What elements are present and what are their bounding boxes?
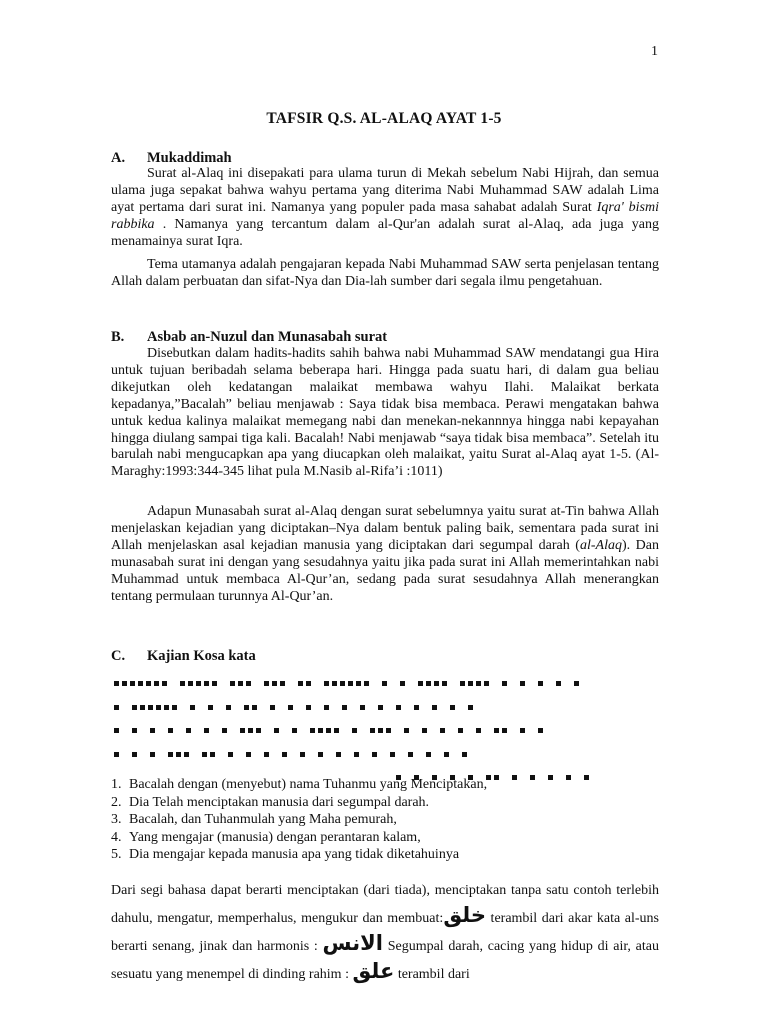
arabic-glyph-word: [418, 681, 450, 686]
arabic-glyph-word: [324, 681, 372, 686]
vocab-text-2: terambil dari akar kata al-uns berarti senang, jinak dan harmonis :: [111, 911, 659, 954]
arabic-glyph-word: [168, 728, 176, 733]
arabic-glyph-word: [282, 752, 290, 757]
vocab-text-1: Dari segi bahasa dapat berarti menciptakan (dari tiada), menciptakan tanpa satu contoh terlebih dahulu, mengatur, memperhalus, mengukur dan membuat:: [111, 883, 659, 926]
arabic-glyph-mark: [386, 728, 391, 733]
arabic-glyph-word: [244, 705, 260, 710]
arabic-glyph-mark: [306, 681, 311, 686]
arabic-glyph-mark: [140, 705, 145, 710]
arabic-glyph-mark: [422, 728, 427, 733]
arabic-glyph-mark: [372, 752, 377, 757]
arabic-glyph-word: [450, 705, 458, 710]
section-b-title: Asbab an-Nuzul dan Munasabah surat: [147, 329, 388, 345]
arabic-glyph-mark: [272, 681, 277, 686]
arabic-word-al-ins: الانس: [322, 931, 383, 955]
arabic-glyph-mark: [222, 728, 227, 733]
arabic-glyph-mark: [400, 681, 405, 686]
arabic-glyph-mark: [204, 728, 209, 733]
arabic-glyph-word: [186, 728, 194, 733]
arabic-glyph-word: [408, 752, 416, 757]
arabic-glyph-mark: [360, 705, 365, 710]
arabic-glyph-mark: [370, 728, 375, 733]
arabic-glyph-word: [168, 752, 192, 757]
arabic-glyph-mark: [138, 681, 143, 686]
arabic-glyph-word: [390, 752, 398, 757]
arabic-glyph-word: [114, 705, 122, 710]
arabic-glyph-mark: [426, 752, 431, 757]
arabic-glyph-word: [372, 752, 380, 757]
section-a-p1-italic: Iqra' bismi rabbika: [111, 199, 659, 232]
verse-meaning-number: 2.: [111, 794, 122, 810]
section-b-p1-text: Disebutkan dalam hadits-hadits sahih bahwa nabi Muhammad SAW mendatangi gua Hira untuk tujuan beribadah selama beberapa hari. Hingga pada suatu hari, di dalam gua beliau dikejutkan oleh kedatangan malaikat membawa wahyu Ilahi. Malaikat berkata kepadanya,”Bacalah” beliau menjawab : Saya tidak bisa membaca. Perawi mengatakan bahwa untuk kedua kalinya malaikat memegang nabi dan menekan-nekannnya hingga nabi kepayahan hingga diulang sampai tiga kali. Bacalah! Nabi menjawab “saya tidak bisa membaca”. Setelah itu barulah nabi mengucapkan apa yang diucapkan oleh malaikat, yaitu Surat al-Alaq ayat 1-5. (Al-Maraghy:1993:344-345 lihat pula M.Nasib al-Rifa’i :1011): [111, 346, 659, 480]
arabic-verse-line: [114, 743, 666, 767]
arabic-glyph-mark: [280, 681, 285, 686]
verse-meaning-number: 3.: [111, 812, 122, 827]
arabic-glyph-mark: [172, 705, 177, 710]
verse-meaning-item: [111, 829, 659, 847]
arabic-glyph-mark: [162, 681, 167, 686]
arabic-glyph-mark: [326, 728, 331, 733]
arabic-glyph-word: [502, 681, 510, 686]
arabic-glyph-mark: [318, 752, 323, 757]
arabic-glyph-mark: [342, 705, 347, 710]
arabic-glyph-word: [230, 681, 254, 686]
arabic-glyph-mark: [154, 681, 159, 686]
arabic-glyph-mark: [210, 752, 215, 757]
verse-meaning-number: 5.: [111, 847, 122, 862]
arabic-glyph-mark: [212, 681, 217, 686]
arabic-glyph-word: [360, 705, 368, 710]
verse-meaning-text: Yang mengajar (manusia) dengan perantaran kalam,: [129, 829, 421, 845]
arabic-glyph-mark: [434, 681, 439, 686]
arabic-glyph-mark: [460, 681, 465, 686]
arabic-glyph-word: [396, 705, 404, 710]
arabic-glyph-mark: [292, 728, 297, 733]
arabic-glyph-mark: [150, 728, 155, 733]
arabic-glyph-word: [114, 681, 170, 686]
section-a-p1-text: Surat al-Alaq ini disepakati para ulama turun di Mekah sebelum Nabi Hijrah, dan semua ulama juga sepakat bahwa wahyu pertama yang diterima Nabi Muhammad SAW adalah Lima ayat pertama dari surat ini. Namanya yang populer pada masa sahabat adalah Surat: [111, 166, 659, 215]
section-c-heading: [111, 648, 256, 665]
arabic-glyph-word: [318, 752, 326, 757]
arabic-glyph-mark: [334, 728, 339, 733]
page-number: 1: [651, 44, 658, 59]
arabic-glyph-word: [336, 752, 344, 757]
arabic-glyph-mark: [382, 681, 387, 686]
arabic-glyph-word: [180, 681, 220, 686]
arabic-glyph-mark: [354, 752, 359, 757]
arabic-glyph-mark: [426, 681, 431, 686]
arabic-glyph-word: [414, 705, 422, 710]
arabic-glyph-mark: [336, 752, 341, 757]
arabic-glyph-mark: [114, 705, 119, 710]
arabic-glyph-word: [538, 681, 546, 686]
arabic-glyph-mark: [270, 705, 275, 710]
arabic-glyph-mark: [318, 728, 323, 733]
arabic-glyph-word: [208, 705, 216, 710]
section-b-letter: B.: [111, 329, 125, 345]
arabic-glyph-word: [382, 681, 390, 686]
arabic-glyph-word: [132, 728, 140, 733]
arabic-glyph-mark: [114, 681, 119, 686]
arabic-glyph-word: [306, 705, 314, 710]
arabic-glyph-mark: [306, 705, 311, 710]
arabic-word-alaq: علق: [352, 959, 395, 983]
arabic-glyph-word: [310, 728, 342, 733]
arabic-glyph-mark: [164, 705, 169, 710]
arabic-glyph-mark: [114, 752, 119, 757]
arabic-glyph-mark: [432, 705, 437, 710]
verse-meaning-item: [111, 811, 659, 829]
section-a-paragraph-2: [111, 257, 659, 291]
arabic-glyph-mark: [202, 752, 207, 757]
arabic-glyph-mark: [462, 752, 467, 757]
verse-meaning-text: Dia mengajar kepada manusia apa yang tidak diketahuinya: [129, 847, 460, 862]
arabic-glyph-mark: [300, 752, 305, 757]
arabic-glyph-mark: [190, 705, 195, 710]
arabic-glyph-mark: [520, 728, 525, 733]
arabic-glyph-mark: [256, 728, 261, 733]
arabic-glyph-word: [132, 752, 140, 757]
arabic-glyph-word: [288, 705, 296, 710]
verse-meaning-number: 1.: [111, 777, 122, 792]
arabic-glyph-word: [324, 705, 332, 710]
arabic-glyph-word: [458, 728, 466, 733]
arabic-glyph-mark: [176, 752, 181, 757]
section-a-p1-text-end: . Namanya yang tercantum dalam al-Qur'an adalah surat al-Alaq, ada juga yang menamainya surat Iqra.: [111, 216, 659, 249]
arabic-glyph-word: [370, 728, 394, 733]
arabic-glyph-word: [404, 728, 412, 733]
arabic-glyph-mark: [204, 681, 209, 686]
arabic-glyph-mark: [274, 728, 279, 733]
arabic-glyph-mark: [246, 752, 251, 757]
arabic-glyph-mark: [396, 705, 401, 710]
arabic-glyph-word: [460, 681, 492, 686]
arabic-glyph-mark: [348, 681, 353, 686]
verse-meaning-number: 4.: [111, 829, 122, 845]
arabic-glyph-word: [538, 728, 546, 733]
arabic-glyph-mark: [130, 681, 135, 686]
arabic-glyph-mark: [538, 728, 543, 733]
arabic-glyph-mark: [226, 705, 231, 710]
arabic-glyph-mark: [288, 705, 293, 710]
arabic-glyph-word: [270, 705, 278, 710]
arabic-word-khalaqa: خلق: [443, 903, 486, 927]
section-b-heading: [111, 329, 387, 346]
arabic-glyph-mark: [244, 705, 249, 710]
verse-meaning-item: [111, 794, 659, 812]
arabic-glyph-word: [352, 728, 360, 733]
arabic-glyph-mark: [264, 752, 269, 757]
arabic-glyph-mark: [298, 681, 303, 686]
arabic-glyph-mark: [150, 752, 155, 757]
arabic-verse-line: [114, 672, 666, 696]
arabic-glyph-mark: [444, 752, 449, 757]
arabic-glyph-mark: [186, 728, 191, 733]
arabic-glyph-mark: [246, 681, 251, 686]
arabic-glyph-mark: [442, 681, 447, 686]
section-b-paragraph-1: [111, 346, 659, 481]
arabic-glyph-word: [462, 752, 470, 757]
arabic-verse-line: [114, 696, 666, 720]
section-a-paragraph-1: [111, 166, 659, 251]
arabic-glyph-word: [150, 752, 158, 757]
arabic-glyph-mark: [408, 752, 413, 757]
arabic-glyph-word: [190, 705, 198, 710]
arabic-glyph-word: [520, 681, 528, 686]
arabic-glyph-mark: [230, 681, 235, 686]
arabic-glyph-mark: [122, 681, 127, 686]
arabic-glyph-word: [432, 705, 440, 710]
arabic-glyph-word: [378, 705, 386, 710]
arabic-glyph-mark: [340, 681, 345, 686]
vocabulary-paragraph: [111, 878, 659, 987]
arabic-glyph-mark: [378, 728, 383, 733]
section-c-title: Kajian Kosa kata: [147, 648, 256, 664]
arabic-verse-block: [114, 672, 666, 790]
arabic-glyph-mark: [356, 681, 361, 686]
arabic-glyph-mark: [228, 752, 233, 757]
arabic-glyph-mark: [248, 728, 253, 733]
arabic-glyph-word: [264, 752, 272, 757]
arabic-glyph-mark: [208, 705, 213, 710]
arabic-glyph-mark: [324, 681, 329, 686]
arabic-glyph-mark: [180, 681, 185, 686]
arabic-glyph-mark: [502, 728, 507, 733]
arabic-glyph-mark: [556, 681, 561, 686]
arabic-glyph-word: [264, 681, 288, 686]
arabic-glyph-mark: [252, 705, 257, 710]
arabic-glyph-mark: [538, 681, 543, 686]
arabic-glyph-word: [426, 752, 434, 757]
section-a-heading: [111, 150, 232, 167]
verse-meaning-text: Dia Telah menciptakan manusia dari segumpal darah.: [129, 794, 430, 810]
arabic-glyph-mark: [132, 728, 137, 733]
arabic-glyph-mark: [404, 728, 409, 733]
arabic-glyph-mark: [574, 681, 579, 686]
arabic-glyph-word: [228, 752, 236, 757]
arabic-glyph-mark: [476, 681, 481, 686]
section-c-letter: C.: [111, 648, 126, 664]
section-b-p2-italic: al-Alaq: [579, 537, 622, 553]
arabic-glyph-mark: [458, 728, 463, 733]
arabic-glyph-word: [476, 728, 484, 733]
arabic-glyph-mark: [132, 705, 137, 710]
arabic-glyph-mark: [156, 705, 161, 710]
arabic-glyph-word: [226, 705, 234, 710]
arabic-glyph-mark: [390, 752, 395, 757]
arabic-glyph-mark: [238, 681, 243, 686]
arabic-glyph-mark: [440, 728, 445, 733]
arabic-glyph-mark: [324, 705, 329, 710]
verse-meaning-item: [111, 846, 659, 864]
arabic-glyph-word: [422, 728, 430, 733]
arabic-glyph-mark: [502, 681, 507, 686]
arabic-glyph-mark: [184, 752, 189, 757]
arabic-glyph-mark: [114, 728, 119, 733]
arabic-glyph-mark: [132, 752, 137, 757]
arabic-glyph-mark: [378, 705, 383, 710]
section-b-paragraph-2: [111, 504, 659, 605]
arabic-glyph-mark: [310, 728, 315, 733]
arabic-glyph-word: [574, 681, 582, 686]
arabic-glyph-mark: [148, 705, 153, 710]
arabic-glyph-mark: [264, 681, 269, 686]
arabic-glyph-word: [222, 728, 230, 733]
arabic-glyph-mark: [520, 681, 525, 686]
arabic-glyph-word: [444, 752, 452, 757]
arabic-glyph-word: [246, 752, 254, 757]
arabic-glyph-mark: [468, 705, 473, 710]
section-a-letter: A.: [111, 150, 126, 166]
arabic-glyph-word: [300, 752, 308, 757]
arabic-glyph-mark: [332, 681, 337, 686]
arabic-glyph-mark: [196, 681, 201, 686]
verse-meaning-list: [111, 776, 659, 864]
arabic-glyph-word: [354, 752, 362, 757]
arabic-glyph-word: [342, 705, 350, 710]
arabic-glyph-word: [556, 681, 564, 686]
arabic-glyph-word: [494, 728, 510, 733]
section-b-p2-text: Adapun Munasabah surat al-Alaq dengan surat sebelumnya yaitu surat at-Tin bahwa Allah menjelaskan kejadian yang diciptakan–Nya dalam bentuk paling baik, sementara pada surat ini Allah menjelaskan asal kejadian manusia yang diciptakan dari segumpal darah (: [111, 504, 659, 553]
arabic-glyph-mark: [146, 681, 151, 686]
arabic-glyph-mark: [418, 681, 423, 686]
arabic-glyph-mark: [494, 728, 499, 733]
arabic-glyph-mark: [188, 681, 193, 686]
arabic-glyph-mark: [352, 728, 357, 733]
arabic-glyph-mark: [364, 681, 369, 686]
arabic-glyph-mark: [414, 705, 419, 710]
arabic-glyph-mark: [240, 728, 245, 733]
section-b-p2-text-end: ). Dan munasabah surat ini dengan yang sesudahnya yaitu jika pada surat ini Allah memerintahkan nabi Muhammad untuk membaca Al-Qur’an, sedang pada surat sesudahnya Allah menerangkan tentang permulaan turunnya Al-Qur’an.: [111, 537, 659, 604]
arabic-glyph-word: [292, 728, 300, 733]
arabic-verse-line: [114, 719, 666, 743]
arabic-glyph-word: [240, 728, 264, 733]
arabic-glyph-word: [468, 705, 476, 710]
document-title: TAFSIR Q.S. AL-ALAQ AYAT 1-5: [266, 110, 502, 127]
section-a-p2-text: Tema utamanya adalah pengajaran kepada Nabi Muhammad SAW serta penjelasan tentang Allah dalam perbuatan dan sifat-Nya dan Dia-lah sumber dari segala ilmu pengetahuan.: [111, 257, 659, 289]
arabic-glyph-mark: [468, 681, 473, 686]
arabic-glyph-word: [520, 728, 528, 733]
section-a-title: Mukaddimah: [147, 150, 232, 166]
arabic-glyph-mark: [450, 705, 455, 710]
arabic-glyph-word: [150, 728, 158, 733]
arabic-glyph-mark: [484, 681, 489, 686]
vocab-text-3: Segumpal darah, cacing yang hidup di air, atau sesuatu yang menempel di dinding rahim :: [111, 939, 659, 982]
verse-meaning-item: [111, 776, 659, 794]
arabic-glyph-word: [440, 728, 448, 733]
arabic-glyph-word: [114, 752, 122, 757]
arabic-glyph-mark: [168, 752, 173, 757]
arabic-glyph-word: [202, 752, 218, 757]
arabic-glyph-word: [274, 728, 282, 733]
arabic-glyph-word: [114, 728, 122, 733]
arabic-glyph-mark: [282, 752, 287, 757]
arabic-glyph-word: [204, 728, 212, 733]
verse-meaning-text: Bacalah, dan Tuhanmulah yang Maha pemurah,: [129, 812, 397, 827]
arabic-glyph-mark: [476, 728, 481, 733]
arabic-glyph-word: [400, 681, 408, 686]
arabic-glyph-word: [132, 705, 180, 710]
verse-meaning-text: Bacalah dengan (menyebut) nama Tuhanmu yang Menciptakan,: [129, 777, 488, 792]
vocab-text-4: terambil dari: [394, 967, 470, 982]
arabic-glyph-word: [298, 681, 314, 686]
arabic-glyph-mark: [168, 728, 173, 733]
